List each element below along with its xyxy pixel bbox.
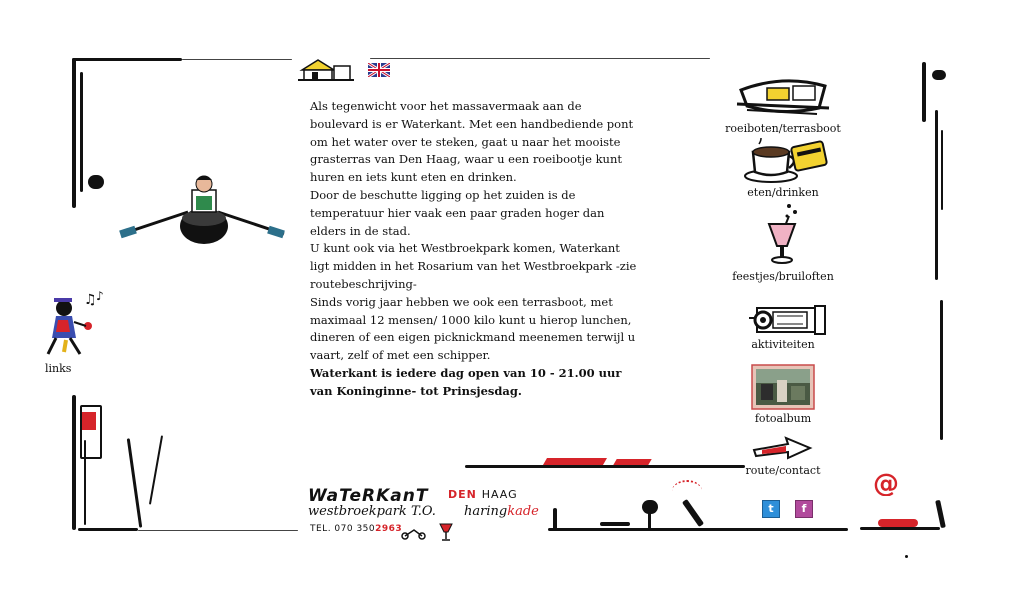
nav-label: roeiboten/terrasboot [725,122,841,135]
photo-icon [725,364,841,412]
nav-label: route/contact [745,464,821,477]
facebook-icon[interactable]: f [795,500,813,518]
rowboat-icon [725,72,841,122]
twitter-icon[interactable]: t [762,500,780,518]
paragraph: Als tegenwicht voor het massavermaak aan de boulevard is er Waterkant. Met een handbediende pont om het water over te steken, gaat u naar het mooiste grasterras van Den Haag, waar u een roeibootje kunt huren en iets kunt eten en drinken. [310,99,634,185]
nav-item-eten[interactable] [725,138,841,199]
arrow-icon [725,434,841,464]
wine-glass-icon [436,522,456,546]
svg-text:@: @ [873,470,899,496]
nav-item-aktiviteiten[interactable] [725,302,841,351]
nav-item-route[interactable] [725,434,841,477]
logo-sub2 [464,504,539,519]
logo-sub2-b: kade [507,504,539,519]
phone-prefix: TEL. 070 350 [310,524,376,534]
intro-text [310,98,640,401]
home-house-icon[interactable] [298,56,354,82]
nav-item-roeiboten[interactable] [725,72,841,135]
links-character-icon[interactable] [40,290,108,362]
nav-label: eten/drinken [747,186,819,199]
logo-city-name: HAAG [481,488,518,501]
footer-logo[interactable] [308,486,558,546]
projector-icon [725,302,841,338]
coffee-cup-icon [725,138,841,186]
phone-number [310,524,402,534]
paragraph: Door de beschutte ligging op het zuiden is de temperatuur hier vaak een paar graden hoger dan elders in de stad. [310,187,605,238]
opening-hours: Waterkant is iedere dag open van 10 - 21.00 uur van Koninginne- tot Prinsjesdag. [310,365,622,398]
scooter-icon [400,524,428,544]
logo-city-prefix: DEN [448,488,482,501]
nav-label: feestjes/bruiloften [732,270,834,283]
svg-text:♫: ♫ [84,292,97,308]
rower-illustration [118,172,288,252]
cocktail-glass-icon [725,202,841,270]
links-label[interactable]: links [45,362,72,375]
email-icon[interactable] [872,470,900,496]
logo-sub1: westbroekpark T.O. [308,504,436,519]
nav-label: aktiviteiten [751,338,815,351]
paragraph: U kunt ook via het Westbroekpark komen, Waterkant ligt midden in het Rosarium van het Westbroekpark -zie routebeschrijving- [310,241,637,291]
logo-city [448,488,518,501]
logo-main: WaTeRKanT [308,486,429,506]
paragraph: Sinds vorig jaar hebben we ook een terrasboot, met maximaal 12 mensen/ 1000 kilo kunt u hierop lunchen, dineren of een eigen picknickmand meenemen terwijl u vaart, zelf of met een schipper. [310,294,636,363]
logo-sub2-a: haring [464,504,508,519]
nav-label: fotoalbum [754,412,812,425]
phone-suffix: 2963 [375,524,403,534]
nav-item-feestjes[interactable] [725,202,841,283]
uk-flag-icon[interactable] [368,62,390,76]
nav-item-fotoalbum[interactable] [725,364,841,425]
svg-text:♪: ♪ [96,290,104,303]
